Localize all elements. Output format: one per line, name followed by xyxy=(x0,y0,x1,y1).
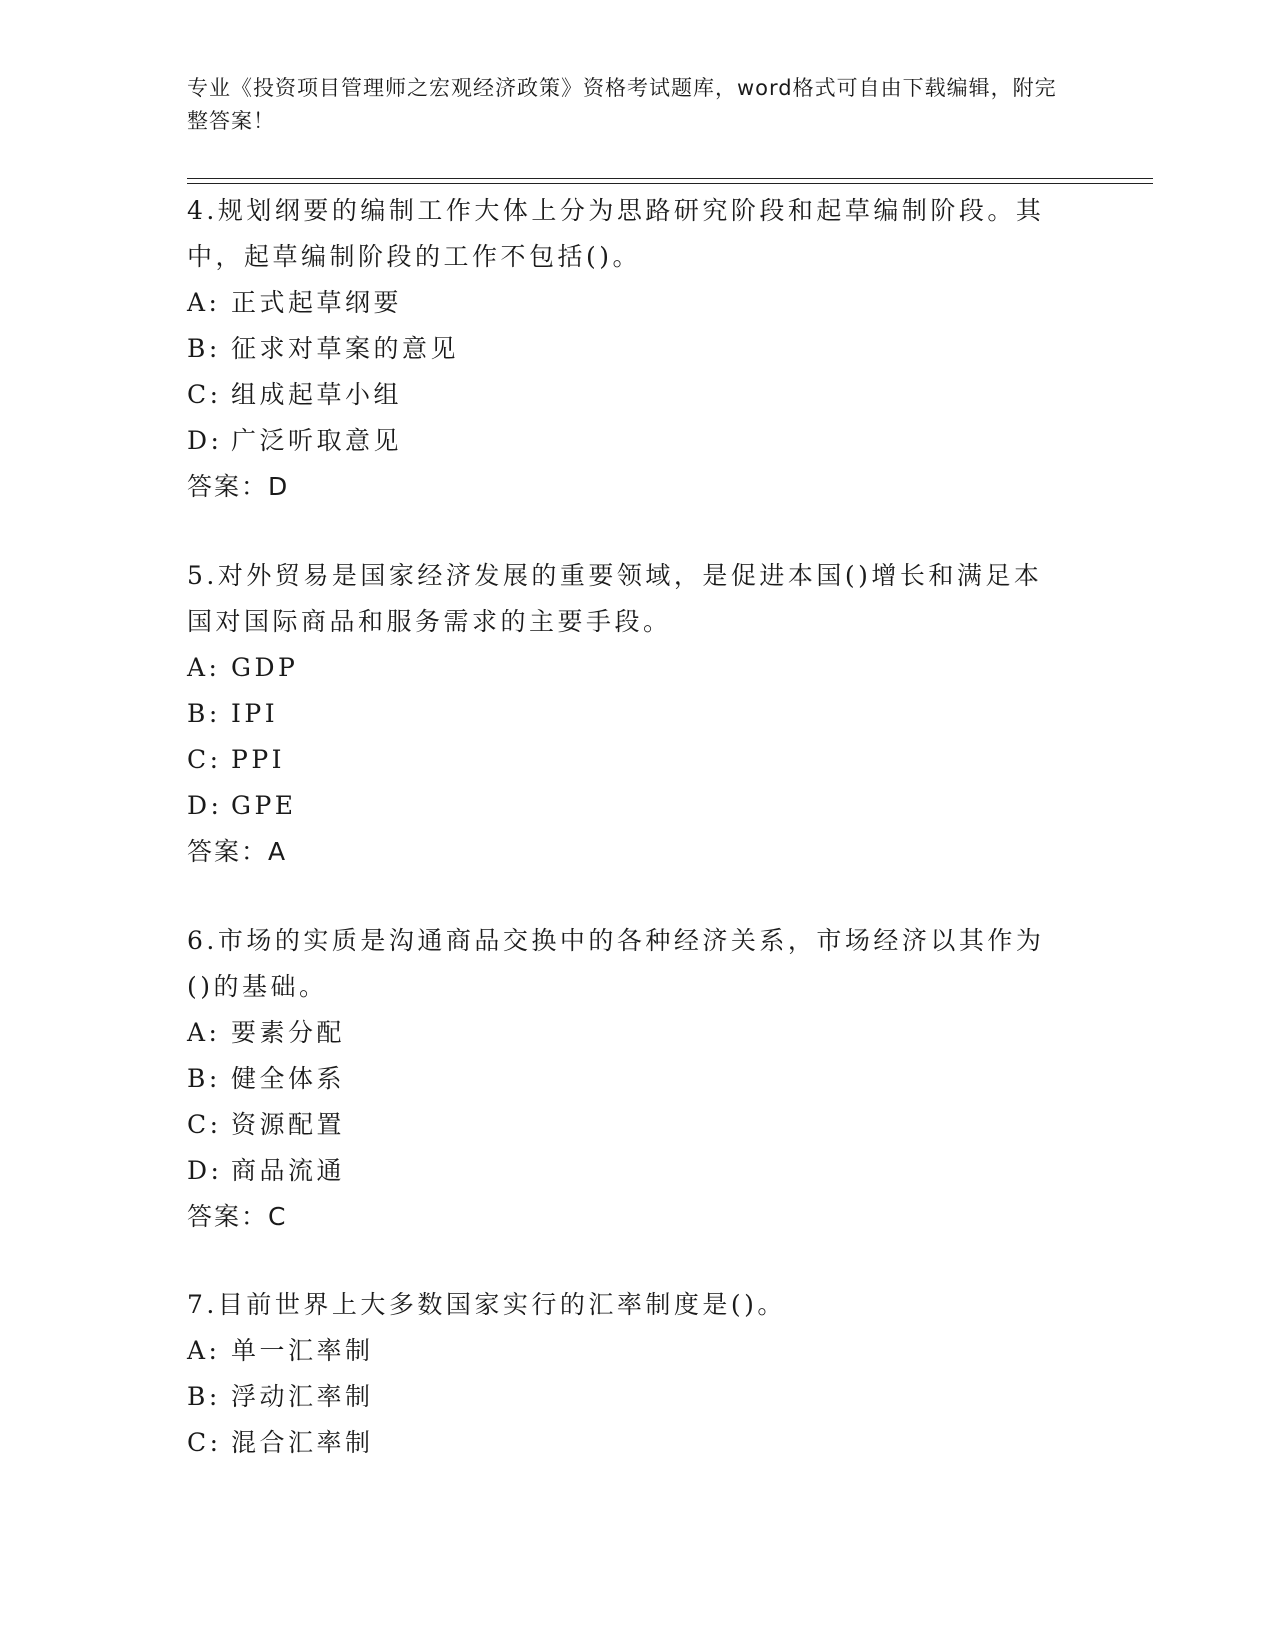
answer-line: 答案：D xyxy=(187,472,290,501)
question-stem: 5.对外贸易是国家经济发展的重要领域，是促进本国()增长和满足本国对国际商品和服务需求的主要手段。 xyxy=(187,561,1043,636)
option-c xyxy=(187,1420,1067,1466)
option-letter: D: xyxy=(187,791,223,820)
question-stem: 6.市场的实质是沟通商品交换中的各种经济关系，市场经济以其作为()的基础。 xyxy=(187,926,1045,1001)
option-letter: C: xyxy=(187,1428,222,1457)
option-letter: B: xyxy=(187,334,221,363)
answer-line: 答案：A xyxy=(187,837,288,866)
option-letter: B: xyxy=(187,699,221,728)
option-text: PPI xyxy=(231,745,286,774)
option-d xyxy=(187,418,1067,464)
option-text: 浮动汇率制 xyxy=(231,1382,374,1411)
option-text: 健全体系 xyxy=(231,1064,346,1093)
option-text: 资源配置 xyxy=(231,1110,346,1139)
option-letter: C: xyxy=(187,1110,222,1139)
option-letter: C: xyxy=(187,380,222,409)
option-a xyxy=(187,280,1067,326)
option-text: 广泛听取意见 xyxy=(231,426,403,455)
option-a xyxy=(187,645,1067,691)
option-text: GDP xyxy=(231,653,299,682)
option-text: 商品流通 xyxy=(231,1156,346,1185)
option-letter: A: xyxy=(187,1336,221,1365)
option-c xyxy=(187,1102,1067,1148)
header-divider-bottom xyxy=(187,183,1153,184)
option-letter: A: xyxy=(187,1018,221,1047)
option-letter: D: xyxy=(187,1156,223,1185)
option-d xyxy=(187,783,1067,829)
option-text: IPI xyxy=(231,699,279,728)
question-stem: 7.目前世界上大多数国家实行的汇率制度是()。 xyxy=(187,1290,786,1319)
option-letter: A: xyxy=(187,653,221,682)
option-c xyxy=(187,372,1067,418)
option-text: 正式起草纲要 xyxy=(231,288,403,317)
option-text: 组成起草小组 xyxy=(231,380,403,409)
option-b xyxy=(187,691,1067,737)
option-text: 混合汇率制 xyxy=(231,1428,374,1457)
option-a xyxy=(187,1328,1067,1374)
option-c xyxy=(187,737,1067,783)
option-d xyxy=(187,1148,1067,1194)
header-divider-top xyxy=(187,178,1153,179)
answer-line: 答案：C xyxy=(187,1202,288,1231)
document-header: 专业《投资项目管理师之宏观经济政策》资格考试题库，word格式可自由下载编辑，附完整答案！ xyxy=(187,76,1057,133)
question-7 xyxy=(187,1282,1067,1466)
option-a xyxy=(187,1010,1067,1056)
question-5 xyxy=(187,553,1067,875)
option-letter: C: xyxy=(187,745,222,774)
option-letter: A: xyxy=(187,288,221,317)
option-letter: B: xyxy=(187,1064,221,1093)
option-text: 单一汇率制 xyxy=(231,1336,374,1365)
option-b xyxy=(187,1056,1067,1102)
option-text: 要素分配 xyxy=(231,1018,346,1047)
option-text: GPE xyxy=(231,791,297,820)
option-b xyxy=(187,326,1067,372)
option-text: 征求对草案的意见 xyxy=(231,334,460,363)
option-b xyxy=(187,1374,1067,1420)
question-stem: 4.规划纲要的编制工作大体上分为思路研究阶段和起草编制阶段。其中，起草编制阶段的工作不包括()。 xyxy=(187,196,1045,271)
question-6 xyxy=(187,918,1067,1240)
question-4 xyxy=(187,188,1067,510)
option-letter: D: xyxy=(187,426,223,455)
option-letter: B: xyxy=(187,1382,221,1411)
